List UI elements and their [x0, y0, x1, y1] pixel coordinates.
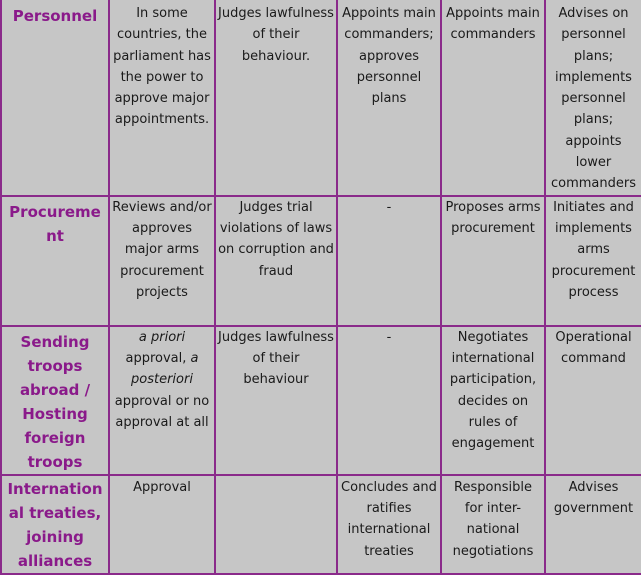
a-priori-text: a priori — [138, 329, 186, 345]
cell-military: Initiates and implements arms procurement process — [545, 196, 641, 326]
cell-parliament: In some countries, the parliament has the power to approve major appointments. — [109, 0, 215, 196]
cell-military: Advises government — [545, 475, 641, 574]
cell-government: Appoints main commanders — [441, 0, 545, 196]
a-posteriori-text: posteriori — [131, 372, 193, 388]
approval-text: approval, — [125, 350, 187, 366]
row-header-sending-troops: Sending troops abroad / Hosting foreign troops — [1, 326, 109, 475]
cell-military: Operational command — [545, 326, 641, 475]
cell-head-of-state: - — [337, 196, 441, 326]
approval-rest-text: approval or no approval at all — [114, 393, 210, 430]
cell-parliament: Reviews and/or approves major arms procurement projects — [109, 196, 215, 326]
cell-judiciary: Judges trial violations of laws on corruption and fraud — [215, 196, 337, 326]
cell-government: Proposes arms procurement — [441, 196, 545, 326]
row-header-personnel: Personnel — [1, 0, 109, 196]
row-header-procurement: Procurement — [1, 196, 109, 326]
a-text: a — [190, 350, 199, 366]
cell-judiciary: Judges lawfulness of their behaviour — [215, 326, 337, 475]
cell-head-of-state: Concludes and ratifies international treaties — [337, 475, 441, 574]
cell-government: Responsible for inter-national negotiations — [441, 475, 545, 574]
row-header-international-treaties: International treaties, joining alliances — [1, 475, 109, 574]
table-row — [1, 0, 641, 196]
cell-head-of-state: - — [337, 326, 441, 475]
cell-judiciary: Judges lawfulness of their behaviour. — [215, 0, 337, 196]
cell-head-of-state: Appoints main commanders; approves personnel plans — [337, 0, 441, 196]
table-row — [1, 326, 641, 475]
cell-parliament: Approval — [109, 475, 215, 574]
table-row — [1, 196, 641, 326]
cell-government: Negotiates international participation, decides on rules of engagement — [441, 326, 545, 475]
cell-parliament — [109, 326, 215, 475]
cell-military: Advises on personnel plans; implements personnel plans; appoints lower commanders — [545, 0, 641, 196]
